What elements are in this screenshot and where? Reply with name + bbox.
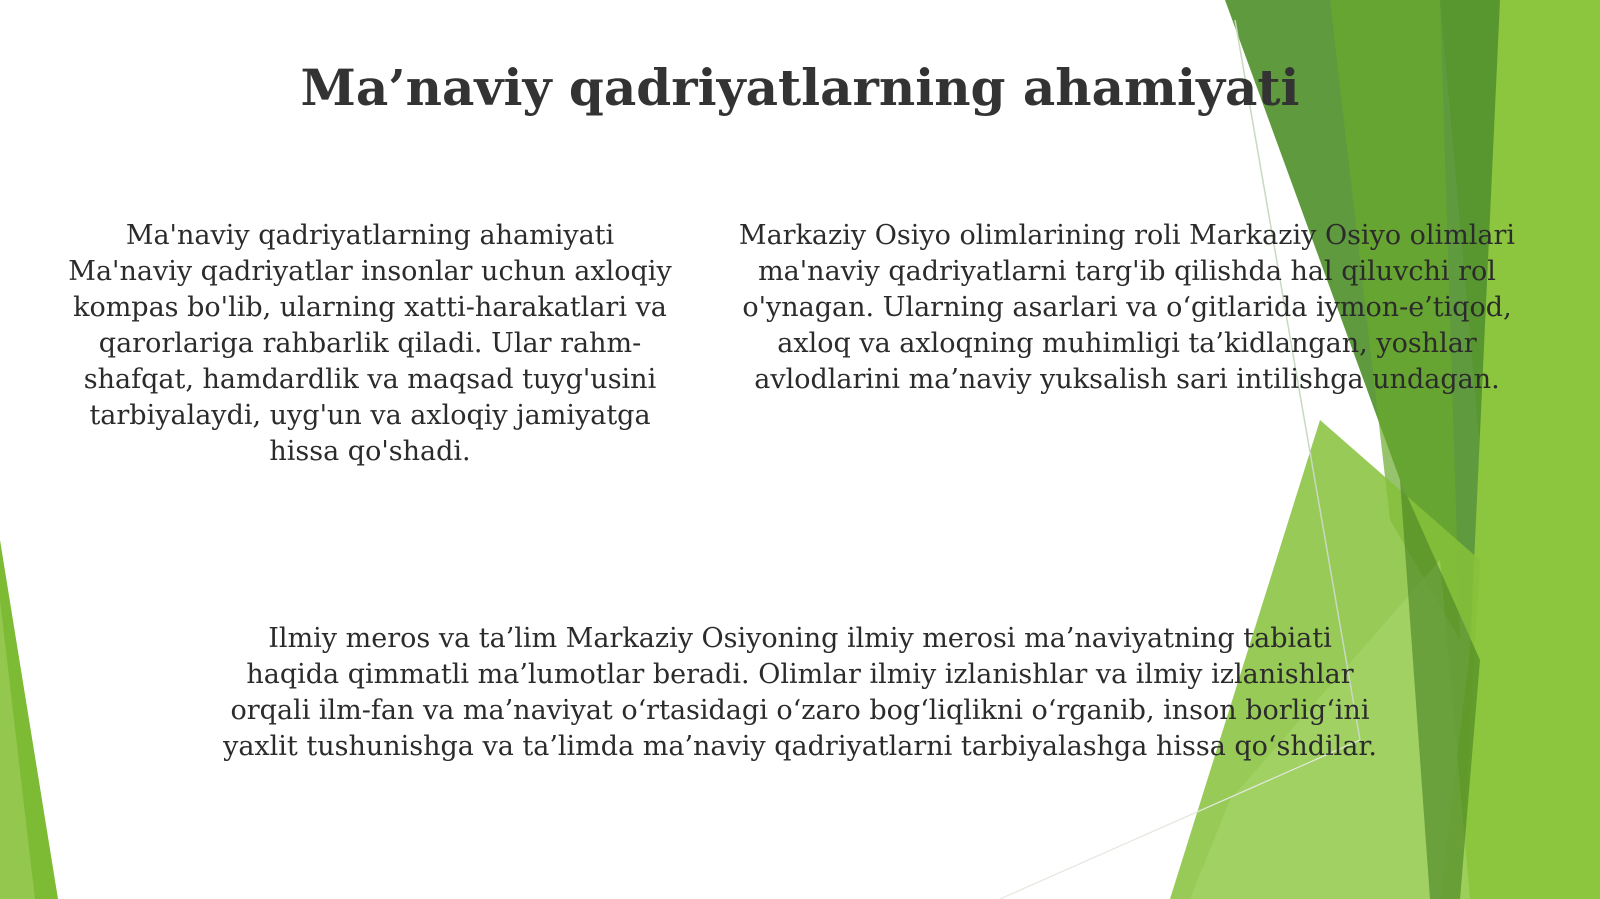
text-block-spiritual-values: Ma'naviy qadriyatlarning ahamiyati Ma'naviy qadriyatlar insonlar uchun axloqiy kompas bo'lib, ularning xatti-harakatlari va qarorlariga rahbarlik qiladi. Ular rahm-shafqat, hamdardlik va maqsad tuyg'usini tarbiyalaydi, uyg'un va axloqiy jamiyatga hissa qo'shadi. xyxy=(68,220,672,467)
text-block-scholars-role: Markaziy Osiyo olimlarining roli Markaziy Osiyo olimlari ma'naviy qadriyatlarni targ'ib qilishda hal qiluvchi rol o'ynagan. Ularning asarlari va o‘gitlarida iymon-e’tiqod, axloq va axloqning muhimligi ta’kidlangan, yoshlar avlodlarini ma’naviy yuksalish sari intilishga undagan. xyxy=(738,220,1516,395)
slide-title: Ma’naviy qadriyatlarning ahamiyati xyxy=(300,58,1300,117)
text-block-scientific-heritage: Ilmiy meros va ta’lim Markaziy Osiyoning ilmiy merosi ma’naviyatning tabiati haqida qimmatli ma’lumotlar beradi. Olimlar ilmiy izlanishlar va ilmiy izlanishlar orqali ilm-fan va ma’naviyat o‘rtasidagi o‘zaro bog‘liqlikni o‘rganib, inson borlig‘ini yaxlit tushunishga va ta’limda ma’naviy qadriyatlarni tarbiyalashga hissa qo‘shdilar. xyxy=(223,623,1377,762)
